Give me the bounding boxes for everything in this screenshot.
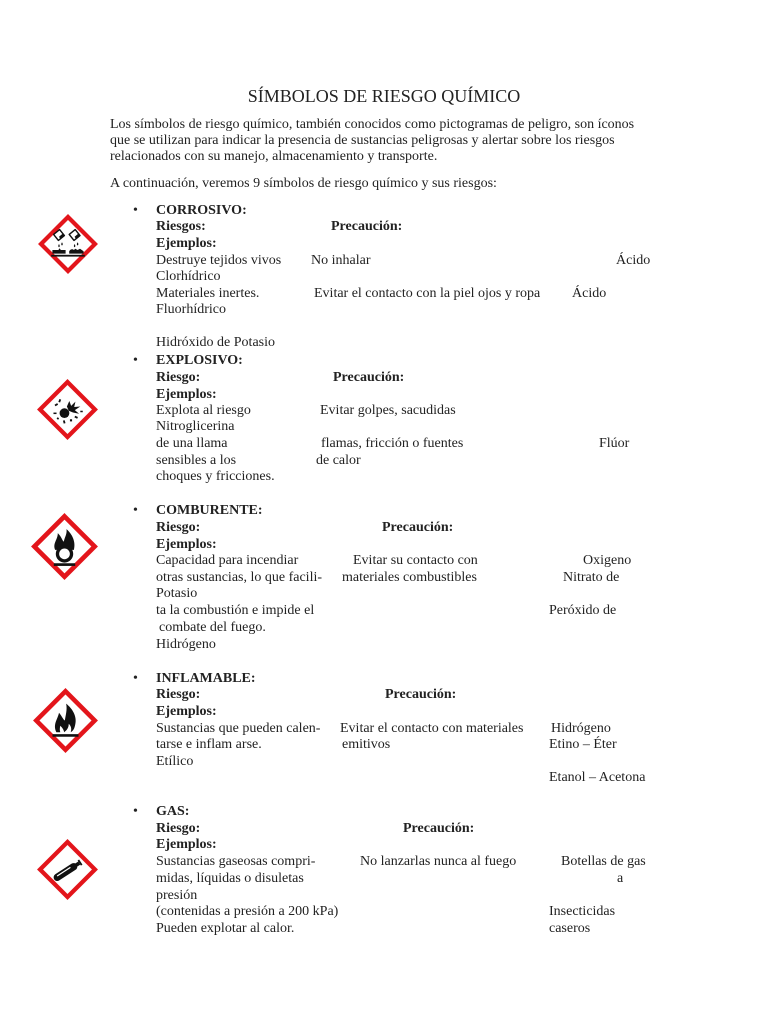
example-text: Etanol – Acetona xyxy=(549,770,646,785)
risk-text: choques y fricciones. xyxy=(156,469,275,484)
example-text: Etílico xyxy=(156,754,194,769)
precaution-label: Precaución: xyxy=(331,219,403,234)
risk-text: (contenidas a presión a 200 kPa) xyxy=(156,904,339,919)
list-bullet: • xyxy=(133,804,138,819)
precaution-text: flamas, fricción o fuentes xyxy=(321,436,464,451)
precaution-label: Precaución: xyxy=(385,687,457,702)
example-text: Clorhídrico xyxy=(156,269,221,284)
risk-label: Riesgos: xyxy=(156,219,206,234)
hazard-name: CORROSIVO: xyxy=(156,203,247,218)
list-bullet: • xyxy=(133,353,138,368)
precaution-text: No lanzarlas nunca al fuego xyxy=(360,854,517,869)
risk-text: combate del fuego. xyxy=(159,620,266,635)
risk-text: de una llama xyxy=(156,436,228,451)
gas-cylinder-pictogram-icon xyxy=(37,839,98,900)
example-text: Nitrato de xyxy=(563,570,620,585)
examples-label: Ejemplos: xyxy=(156,387,217,402)
example-text: Botellas de gas xyxy=(561,854,646,869)
risk-text: otras sustancias, lo que facili- xyxy=(156,570,323,585)
risk-text: Explota al riesgo xyxy=(156,403,251,418)
risk-label: Riesgo: xyxy=(156,687,201,702)
page-title: SÍMBOLOS DE RIESGO QUÍMICO xyxy=(247,86,521,106)
list-bullet: • xyxy=(133,203,138,218)
risk-text: midas, líquidas o disuletas xyxy=(156,871,304,886)
example-text: presión xyxy=(156,888,198,903)
precaution-label: Precaución: xyxy=(403,821,475,836)
example-text: Hidróxido de Potasio xyxy=(156,335,275,350)
example-text: Peróxido de xyxy=(549,603,617,618)
risk-label: Riesgo: xyxy=(156,520,201,535)
example-text: a xyxy=(617,871,624,886)
lead-text: A continuación, veremos 9 símbolos de riesgo químico y sus riesgos: xyxy=(110,176,497,191)
risk-label: Riesgo: xyxy=(156,370,201,385)
risk-label: Riesgo: xyxy=(156,821,201,836)
hazard-name: EXPLOSIVO: xyxy=(156,353,243,368)
intro-line: Los símbolos de riesgo químico, también conocidos como pictogramas de peligro, son íconos xyxy=(110,117,635,132)
precaution-text: Evitar su contacto con xyxy=(353,553,478,568)
examples-label: Ejemplos: xyxy=(156,537,217,552)
precaution-label: Precaución: xyxy=(382,520,454,535)
hazard-name: GAS: xyxy=(156,804,190,819)
hazard-name: INFLAMABLE: xyxy=(156,671,256,686)
risk-text: Sustancias que pueden calen- xyxy=(156,721,321,736)
example-text: Potasio xyxy=(156,586,198,601)
example-text: Oxigeno xyxy=(583,553,632,568)
risk-text: tarse e inflam arse. xyxy=(156,737,262,752)
list-bullet: • xyxy=(133,503,138,518)
risk-text: sensibles a los xyxy=(156,453,237,468)
precaution-text: Evitar el contacto con materiales xyxy=(340,721,524,736)
examples-label: Ejemplos: xyxy=(156,704,217,719)
intro-line: que se utilizan para indicar la presencia de sustancias peligrosas y alertar sobre los riesgos xyxy=(110,133,615,148)
example-text: Insecticidas xyxy=(549,904,616,919)
example-text: Hidrógeno xyxy=(551,721,611,736)
example-text: Etino – Éter xyxy=(549,737,617,752)
example-text: Ácido xyxy=(616,253,651,268)
risk-text: Materiales inertes. xyxy=(156,286,260,301)
flammable-pictogram-icon xyxy=(33,688,98,753)
risk-text: Sustancias gaseosas compri- xyxy=(156,854,316,869)
examples-label: Ejemplos: xyxy=(156,236,217,251)
explosive-pictogram-icon xyxy=(37,379,98,440)
precaution-text: emitivos xyxy=(342,737,391,752)
example-text: Fluorhídrico xyxy=(156,302,226,317)
example-text: Flúor xyxy=(599,436,630,451)
list-bullet: • xyxy=(133,671,138,686)
example-text: Nitroglicerina xyxy=(156,419,235,434)
precaution-text: Evitar golpes, sacudidas xyxy=(320,403,456,418)
precaution-text: Evitar el contacto con la piel ojos y ropa xyxy=(314,286,541,301)
example-text: Hidrógeno xyxy=(156,637,216,652)
precaution-label: Precaución: xyxy=(333,370,405,385)
risk-text: Pueden explotar al calor. xyxy=(156,921,295,936)
hazard-name: COMBURENTE: xyxy=(156,503,263,518)
example-text: Ácido xyxy=(572,286,607,301)
precaution-text: No inhalar xyxy=(311,253,371,268)
intro-line: relacionados con su manejo, almacenamiento y transporte. xyxy=(110,149,438,164)
examples-label: Ejemplos: xyxy=(156,837,217,852)
precaution-text: materiales combustibles xyxy=(342,570,477,585)
example-text: caseros xyxy=(549,921,591,936)
precaution-text: de calor xyxy=(316,453,361,468)
risk-text: Destruye tejidos vivos xyxy=(156,253,282,268)
corrosive-pictogram-icon xyxy=(38,214,98,274)
risk-text: Capacidad para incendiar xyxy=(156,553,299,568)
oxidizer-pictogram-icon xyxy=(31,513,98,580)
risk-text: ta la combustión e impide el xyxy=(156,603,315,618)
